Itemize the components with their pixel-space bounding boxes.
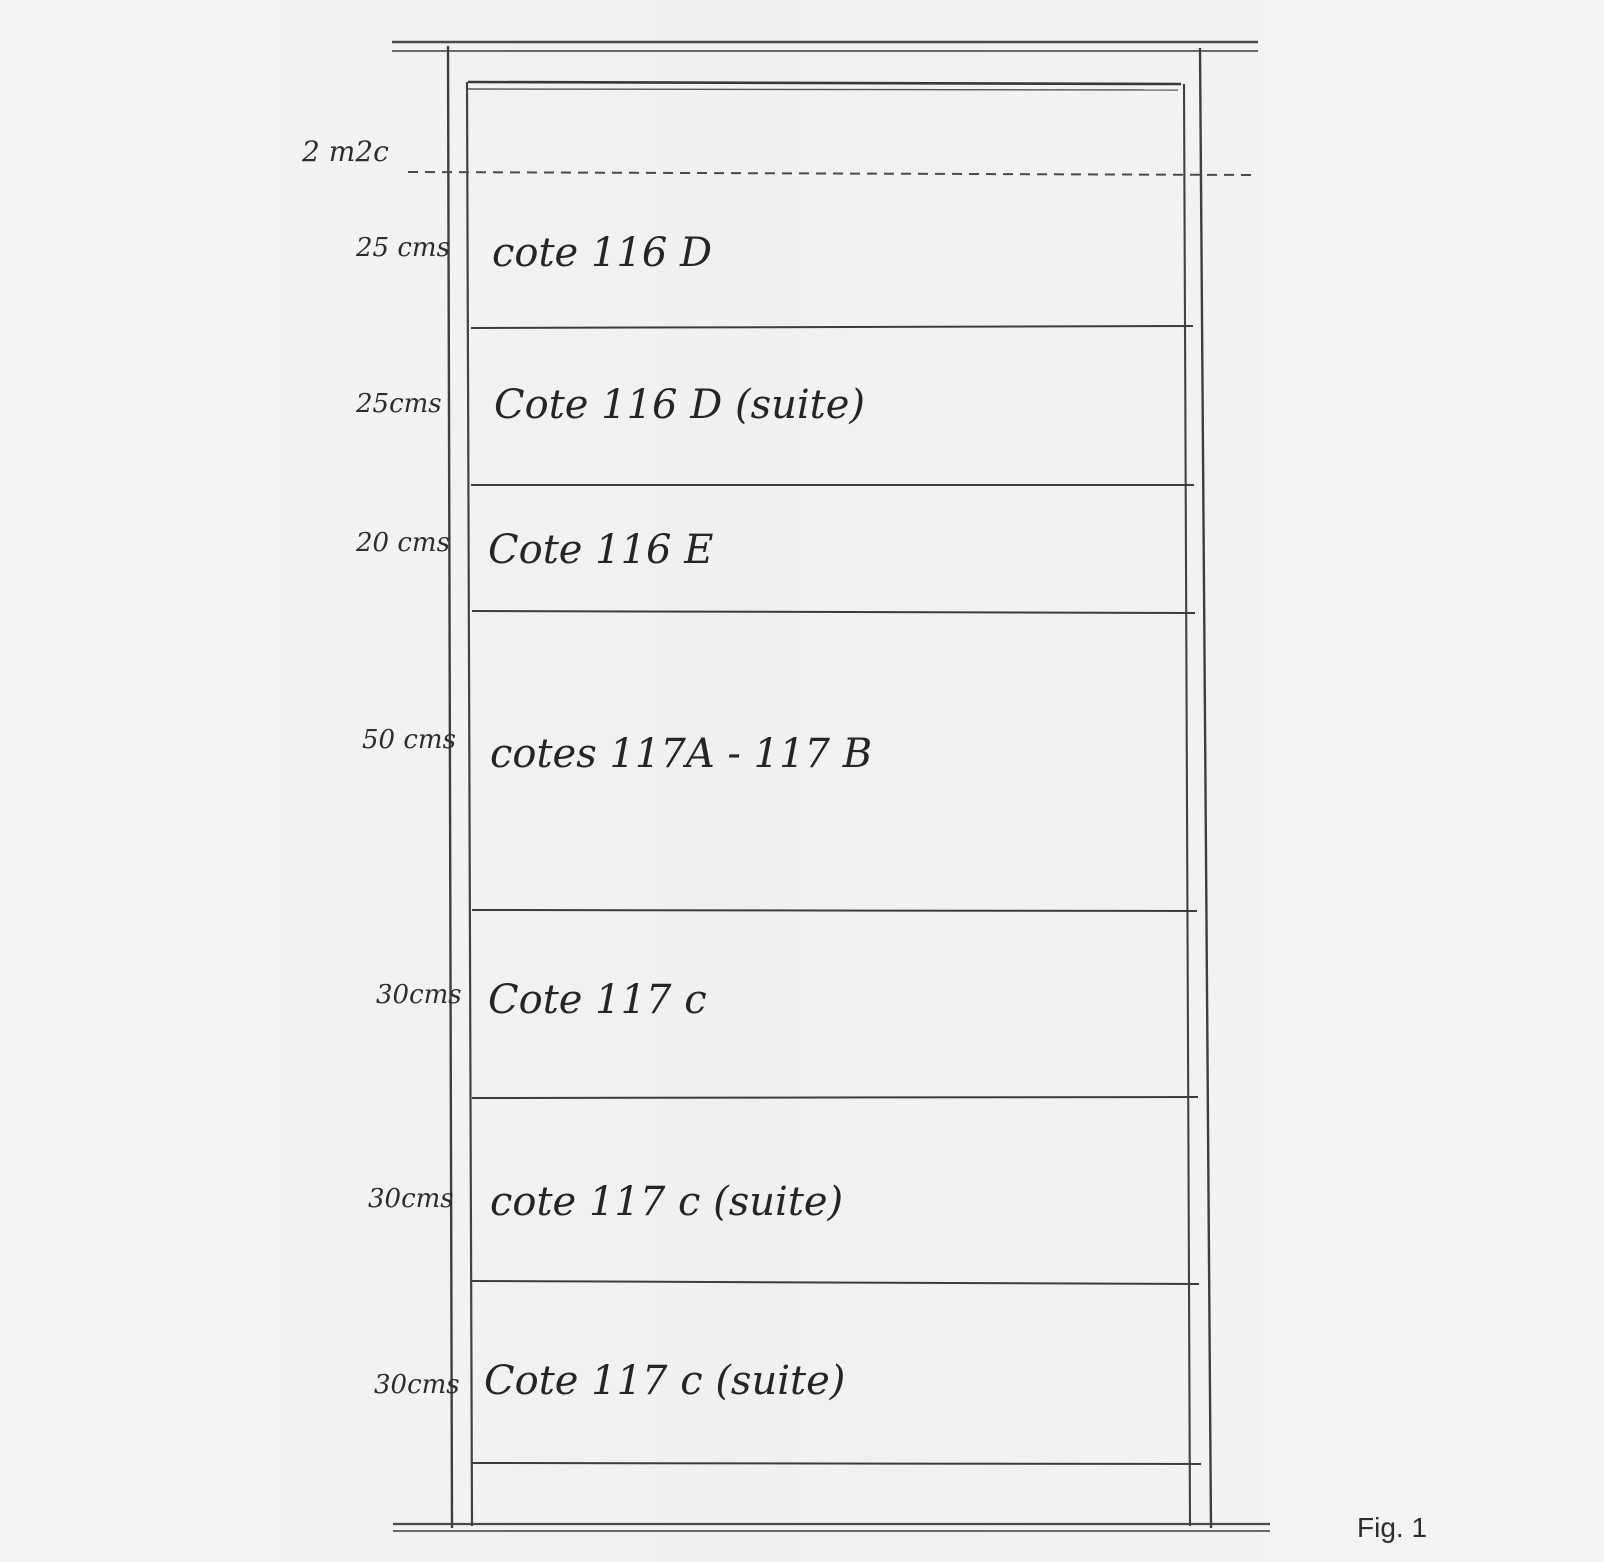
limit-line [408,172,1256,175]
shelf-content-label: cotes 117A - 117 B [490,731,873,777]
shelf-height-label: 20 cms [356,528,450,558]
shelf-height-label: 50 cms [362,725,456,755]
cabinet-right-outer-wall [1200,48,1211,1528]
shelf-content-label: Cote 116 E [488,527,714,573]
shelf-height-label: 25cms [356,389,442,419]
shelf-height-label: 30cms [368,1184,454,1214]
top-shelf-line [468,82,1181,84]
shelf-divider [472,910,1197,911]
shelf-divider [472,1281,1199,1284]
shelf-height-label: 30cms [374,1370,460,1400]
shelf-content-label: cote 116 D [492,230,713,276]
cabinet-left-outer-wall [448,46,452,1528]
shelf-divider [471,326,1193,328]
shelf-height-label: 30cms [376,980,462,1010]
shelf-divider [472,1097,1198,1098]
shelf-divider [472,1463,1201,1464]
shelf-content-label: Cote 116 D (suite) [494,382,866,428]
shelf-height-label: 25 cms [356,233,450,263]
figure-label: Fig. 1 [1357,1512,1428,1543]
shelf-content-label: Cote 117 c (suite) [484,1358,846,1404]
top-shelf-line [468,89,1178,90]
top-clearance-label: 2 m2c [302,135,389,168]
shelf-divider [472,611,1195,613]
cabinet-left-inner-wall [467,82,472,1526]
shelf-content-label: cote 117 c (suite) [490,1179,844,1225]
cabinet-right-inner-wall [1184,84,1190,1526]
shelf-content-label: Cote 117 c [488,977,707,1023]
